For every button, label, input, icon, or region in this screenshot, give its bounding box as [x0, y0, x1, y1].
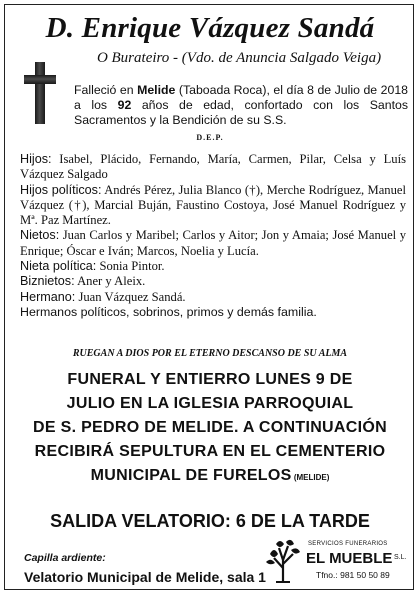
- family-value: Aner y Aleix.: [74, 274, 146, 289]
- family-value: Sonia Pintor.: [96, 259, 165, 274]
- funeral-line: JULIO EN LA IGLESIA PARROQUIAL: [66, 395, 354, 412]
- family-value: Juan Vázquez Sandá.: [75, 289, 186, 304]
- funeral-line-last: [8, 464, 412, 490]
- intro-text-2: (Taboada Roca), el día 8 de Julio de 2018 a los: [74, 83, 409, 112]
- family-row-nietos: [20, 228, 406, 259]
- death-announcement: [74, 83, 408, 128]
- family-label: Nieta política:: [20, 259, 97, 274]
- family-list: [20, 152, 406, 320]
- funeral-line: RECIBIRÁ SEPULTURA EN EL CEMENTERIO: [34, 443, 386, 460]
- tree-icon: [262, 538, 306, 584]
- wake-departure: SALIDA VELATORIO: 6 DE LA TARDE: [50, 511, 370, 531]
- logo-suffix: S.L.: [394, 554, 407, 561]
- family-value: Juan Carlos y Maribel; Carlos y Aitor; Jon y Amaia; José Manuel y Enrique; Óscar e Iván; Marcos, Noelia y Lucía.: [20, 228, 406, 258]
- deceased-subtitle: O Burateiro - (Vdo. de Anuncia Salgado Veiga): [96, 50, 382, 66]
- funeral-line-text: MUNICIPAL DE FURELOS: [90, 467, 292, 484]
- family-closing: Hermanos políticos, sobrinos, primos y demás familia.: [20, 304, 317, 319]
- family-label: Hijos políticos:: [20, 182, 102, 197]
- dep-text: D.E.P.: [196, 133, 224, 142]
- chapel-label: Capilla ardiente:: [24, 552, 106, 564]
- family-row-hermano: [20, 290, 406, 305]
- prayer-request: RUEGAN A DIOS POR EL ETERNO DESCANSO DE SU ALMA: [72, 348, 348, 359]
- family-row-hijos: [20, 152, 406, 183]
- logo-phone: Tfno.: 981 50 50 89: [316, 570, 390, 580]
- family-label: Nietos:: [20, 228, 60, 243]
- funeral-line-note: (MELIDE): [291, 473, 330, 482]
- funeral-line: FUNERAL Y ENTIERRO LUNES 9 DE: [67, 371, 353, 388]
- chapel-location: Velatorio Municipal de Melide, sala 1: [24, 569, 266, 585]
- family-row-hijos-politicos: [20, 183, 406, 229]
- intro-text-1: Falleció en: [74, 83, 138, 97]
- funeral-line: DE S. PEDRO DE MELIDE. A CONTINUACIÓN: [33, 419, 387, 436]
- deceased-name: D. Enrique Vázquez Sandá: [45, 12, 375, 44]
- logo-name: EL MUEBLE: [306, 550, 393, 567]
- family-value: Andrés Pérez, Julia Blanco (†), Merche Rodríguez, Manuel Vázquez (†), Marcial Buján, Faustino Costoya, José Manuel Rodríguez y Mª. Paz Martínez.: [20, 182, 406, 228]
- family-label: Hijos:: [20, 152, 52, 166]
- funeral-details: [8, 368, 412, 490]
- family-row-nieta-politica: [20, 259, 406, 274]
- death-place: Melide: [137, 83, 176, 97]
- cross-icon: [24, 62, 56, 124]
- intro-text-3: años de edad, confortado con los Santos Sacramentos y la Bendición de su S.S.: [74, 98, 408, 127]
- family-label: Hermano:: [20, 289, 76, 304]
- logo-tagline: SERVICIOS FUNERARIOS: [308, 541, 388, 547]
- funeral-home-logo: [262, 538, 412, 586]
- family-row-biznietos: [20, 274, 406, 289]
- death-age: 92: [117, 98, 132, 112]
- family-value: Isabel, Plácido, Fernando, María, Carmen, Pilar, Celsa y Luís Vázquez Salgado: [20, 152, 406, 182]
- family-label: Biznietos:: [20, 274, 75, 289]
